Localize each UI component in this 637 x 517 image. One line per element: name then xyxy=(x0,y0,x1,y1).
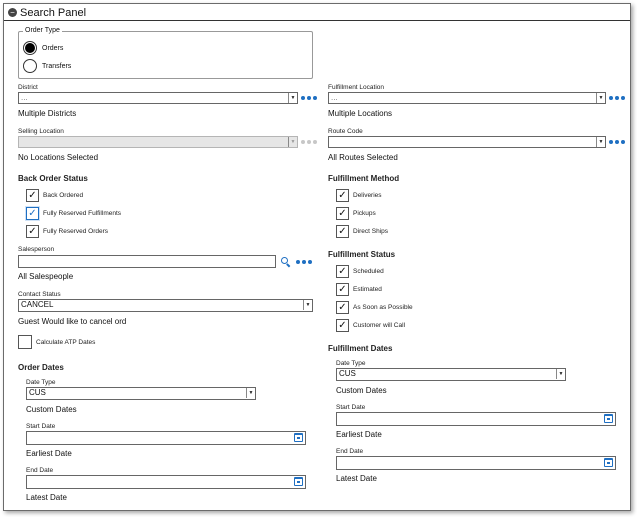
checkbox-calculate-atp-box[interactable] xyxy=(18,335,32,349)
route-code-dropdown-icon[interactable]: ▼ xyxy=(596,137,605,147)
checkbox-estimated[interactable] xyxy=(336,283,382,296)
checkbox-as-soon-as-possible[interactable] xyxy=(336,301,413,314)
order-type-fieldset xyxy=(18,27,313,79)
checkbox-calculate-atp-label: Calculate ATP Dates xyxy=(36,338,96,346)
fulfillment-location-dropdown-icon[interactable]: ▼ xyxy=(596,93,605,103)
fulfillment-location-summary: Multiple Locations xyxy=(328,109,393,118)
order-end-date-description: Latest Date xyxy=(26,493,67,502)
fulfillment-end-date-label: End Date xyxy=(336,448,364,455)
checkbox-calculate-atp[interactable] xyxy=(18,335,95,349)
checkbox-back-ordered-box[interactable]: ✓ xyxy=(26,189,39,202)
selling-location-dropdown-icon: ▼ xyxy=(288,137,297,147)
district-dropdown-icon[interactable]: ▼ xyxy=(288,93,297,103)
fulfillment-location-label: Fulfillment Location xyxy=(328,84,384,91)
checkbox-customer-will-call-label: Customer will Call xyxy=(353,322,406,329)
order-start-date-calendar-icon[interactable] xyxy=(294,433,303,442)
fulfillment-start-date-input[interactable] xyxy=(336,412,616,426)
checkbox-as-soon-as-possible-label: As Soon as Possible xyxy=(353,304,413,311)
checkbox-estimated-label: Estimated xyxy=(353,286,382,293)
checkbox-fully-reserved-orders[interactable] xyxy=(26,225,108,238)
checkbox-direct-ships-label: Direct Ships xyxy=(353,228,389,235)
checkbox-scheduled-box[interactable]: ✓ xyxy=(336,265,349,278)
order-end-date-input[interactable] xyxy=(26,475,306,489)
fulfillment-end-date-description: Latest Date xyxy=(336,474,377,483)
selling-location-field xyxy=(18,136,298,148)
order-date-type-label: Date Type xyxy=(26,379,56,386)
checkbox-fully-reserved-orders-box[interactable]: ✓ xyxy=(26,225,39,238)
order-date-type-value: CUS xyxy=(29,388,46,397)
order-dates-heading: Order Dates xyxy=(18,363,64,372)
selling-location-summary: No Locations Selected xyxy=(18,153,99,162)
panel-title: Search Panel xyxy=(20,6,87,19)
collapse-icon[interactable]: − xyxy=(8,8,17,17)
fulfillment-method-heading: Fulfillment Method xyxy=(328,174,400,183)
checkbox-deliveries-label: Deliveries xyxy=(353,192,382,199)
order-start-date-label: Start Date xyxy=(26,423,56,430)
checkbox-pickups-label: Pickups xyxy=(353,210,376,217)
district-more-icon[interactable] xyxy=(301,96,317,100)
fulfillment-date-type-select[interactable] xyxy=(336,368,566,381)
fulfillment-start-date-label: Start Date xyxy=(336,404,366,411)
checkbox-as-soon-as-possible-box[interactable]: ✓ xyxy=(336,301,349,314)
selling-location-label: Selling Location xyxy=(18,128,64,135)
salesperson-label: Salesperson xyxy=(18,246,55,253)
contact-status-description: Guest Would like to cancel ord xyxy=(18,317,127,326)
checkbox-scheduled-label: Scheduled xyxy=(353,268,384,275)
district-value: ... xyxy=(21,93,28,102)
radio-orders[interactable] xyxy=(23,41,63,55)
checkbox-scheduled[interactable] xyxy=(336,265,384,278)
fulfillment-date-type-label: Date Type xyxy=(336,360,366,367)
fulfillment-end-date-input[interactable] xyxy=(336,456,616,470)
selling-location-more-icon xyxy=(301,140,317,144)
fulfillment-date-type-dropdown-icon[interactable]: ▼ xyxy=(556,369,565,379)
fulfillment-location-field[interactable] xyxy=(328,92,606,104)
panel-header[interactable] xyxy=(8,6,86,19)
contact-status-value: CANCEL xyxy=(21,300,54,309)
fulfillment-location-more-icon[interactable] xyxy=(609,96,625,100)
checkbox-customer-will-call[interactable] xyxy=(336,319,405,332)
order-type-legend: Order Type xyxy=(25,27,60,34)
checkbox-pickups-box[interactable]: ✓ xyxy=(336,207,349,220)
order-start-date-description: Earliest Date xyxy=(26,449,72,458)
search-panel xyxy=(3,3,631,511)
checkbox-back-ordered[interactable] xyxy=(26,189,83,202)
contact-status-label: Contact Status xyxy=(18,291,61,298)
route-code-more-icon[interactable] xyxy=(609,140,625,144)
fulfillment-dates-heading: Fulfillment Dates xyxy=(328,344,393,353)
order-date-type-select[interactable] xyxy=(26,387,256,400)
checkbox-fully-reserved-fulfillments-box[interactable]: ✓ xyxy=(26,207,39,220)
fulfillment-status-heading: Fulfillment Status xyxy=(328,250,396,259)
checkbox-deliveries[interactable] xyxy=(336,189,382,202)
order-start-date-input[interactable] xyxy=(26,431,306,445)
fulfillment-date-type-description: Custom Dates xyxy=(336,386,387,395)
order-end-date-calendar-icon[interactable] xyxy=(294,477,303,486)
route-code-summary: All Routes Selected xyxy=(328,153,398,162)
fulfillment-end-date-calendar-icon[interactable] xyxy=(604,458,613,467)
checkbox-fully-reserved-orders-label: Fully Reserved Orders xyxy=(43,228,109,235)
order-date-type-description: Custom Dates xyxy=(26,405,77,414)
district-summary: Multiple Districts xyxy=(18,109,77,118)
checkbox-direct-ships[interactable] xyxy=(336,225,388,238)
fulfillment-start-date-description: Earliest Date xyxy=(336,430,382,439)
checkbox-estimated-box[interactable]: ✓ xyxy=(336,283,349,296)
order-date-type-dropdown-icon[interactable]: ▼ xyxy=(246,388,255,398)
checkbox-fully-reserved-fulfillments-label: Fully Reserved Fulfillments xyxy=(43,210,122,217)
checkbox-direct-ships-box[interactable]: ✓ xyxy=(336,225,349,238)
checkbox-back-ordered-label: Back Ordered xyxy=(43,192,84,199)
order-end-date-label: End Date xyxy=(26,467,54,474)
checkbox-customer-will-call-box[interactable]: ✓ xyxy=(336,319,349,332)
radio-transfers-control[interactable] xyxy=(23,59,37,73)
checkbox-fully-reserved-fulfillments[interactable] xyxy=(26,207,121,220)
checkbox-pickups[interactable] xyxy=(336,207,376,220)
checkbox-deliveries-box[interactable]: ✓ xyxy=(336,189,349,202)
back-order-status-heading: Back Order Status xyxy=(18,174,88,183)
fulfillment-date-type-value: CUS xyxy=(339,369,356,378)
salesperson-input[interactable] xyxy=(18,255,276,268)
radio-transfers[interactable] xyxy=(23,59,71,73)
radio-selected-dot xyxy=(25,43,35,53)
contact-status-dropdown-icon[interactable]: ▼ xyxy=(303,300,312,310)
search-icon[interactable] xyxy=(281,257,288,264)
salesperson-summary: All Salespeople xyxy=(18,272,74,281)
radio-orders-control[interactable] xyxy=(23,41,37,55)
contact-status-select[interactable] xyxy=(18,299,313,312)
fulfillment-start-date-calendar-icon[interactable] xyxy=(604,414,613,423)
district-label: District xyxy=(18,84,38,91)
route-code-label: Route Code xyxy=(328,128,363,135)
fulfillment-location-value: ... xyxy=(331,93,338,102)
radio-transfers-label: Transfers xyxy=(42,62,72,70)
route-code-field[interactable] xyxy=(328,136,606,148)
salesperson-more-icon[interactable] xyxy=(296,260,312,264)
title-divider xyxy=(4,20,630,21)
district-field[interactable] xyxy=(18,92,298,104)
radio-orders-label: Orders xyxy=(42,44,64,52)
